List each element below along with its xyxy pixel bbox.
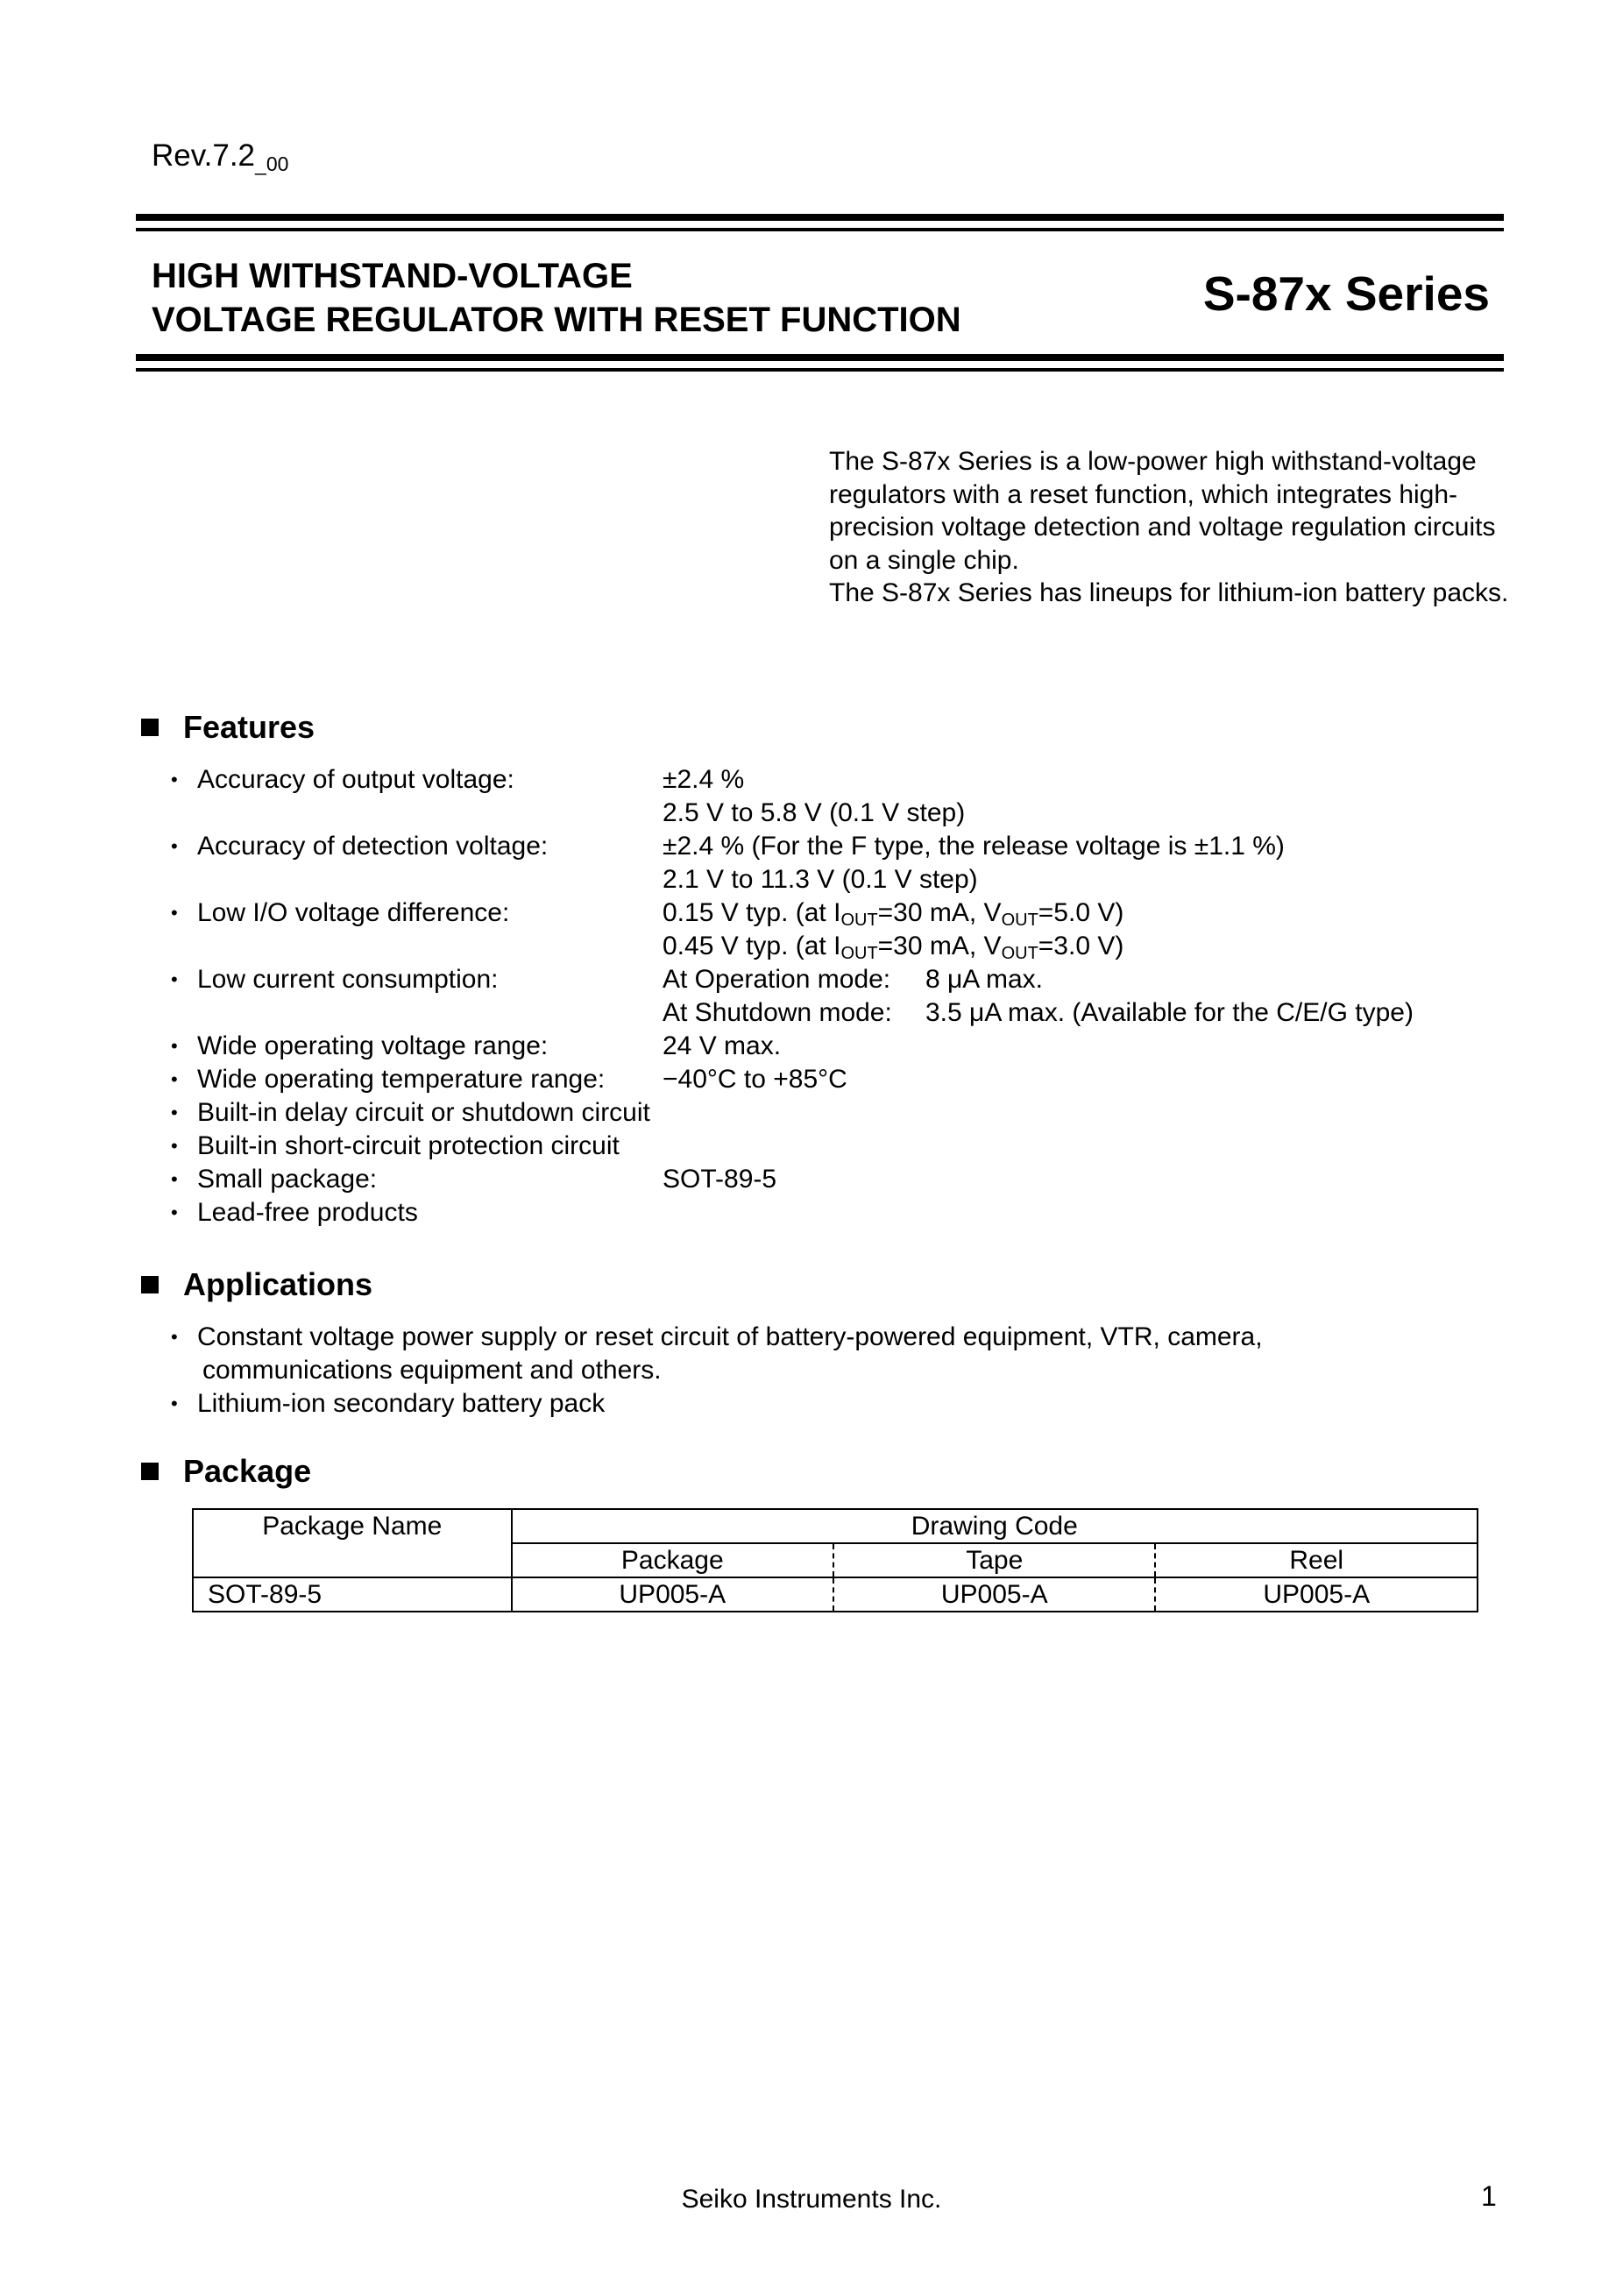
bottom-rule-thin [136, 368, 1504, 372]
feature-value: SOT-89-5 [663, 1165, 777, 1194]
header-package-name: Package Name [193, 1509, 512, 1577]
value-part: =30 mA, V [877, 898, 1002, 927]
feature-value: ±2.4 % (For the F type, the release voltage is ±1.1 %) [663, 832, 1285, 861]
feature-mode: At Shutdown mode: [663, 998, 892, 1027]
bullet-icon: • [171, 835, 178, 857]
value-part: 0.15 V typ. (at I [663, 898, 841, 927]
cell-package: UP005-A [512, 1577, 834, 1612]
cell-package-name: SOT-89-5 [193, 1577, 512, 1612]
bullet-icon: • [171, 968, 178, 990]
application-text: Lithium-ion secondary battery pack [197, 1389, 606, 1418]
bullet-icon: • [171, 902, 178, 924]
intro-text [829, 445, 1513, 610]
subscript: OUT [840, 911, 878, 930]
application-text-continued: communications equipment and others. [202, 1356, 662, 1385]
feature-value: 2.1 V to 11.3 V (0.1 V step) [663, 865, 978, 894]
feature-label: Built-in delay circuit or shutdown circuit [197, 1098, 650, 1127]
cell-tape: UP005-A [833, 1577, 1155, 1612]
package-table [192, 1508, 1478, 1612]
feature-value: 8 μA max. [925, 965, 1044, 994]
subscript: OUT [1001, 944, 1038, 963]
revision-number: Rev.7.2 [152, 138, 256, 173]
title-line-2: VOLTAGE REGULATOR WITH RESET FUNCTION [152, 301, 961, 339]
bullet-icon: • [171, 1168, 178, 1190]
page-number: 1 [1481, 2180, 1497, 2212]
feature-value: 24 V max. [663, 1031, 782, 1060]
application-text: Constant voltage power supply or reset circuit of battery-powered equipment, VTR, camera, [197, 1322, 1263, 1351]
feature-label: Accuracy of detection voltage: [197, 832, 549, 861]
value-part: =5.0 V) [1038, 898, 1124, 927]
value-part: =30 mA, V [877, 932, 1002, 960]
cell-reel: UP005-A [1155, 1577, 1478, 1612]
applications-heading [136, 1265, 372, 1304]
square-bullet-icon [141, 1276, 159, 1293]
intro-paragraph-2: The S-87x Series has lineups for lithium-ion battery packs. [829, 578, 1509, 608]
subscript: OUT [1001, 911, 1038, 930]
footer-company: Seiko Instruments Inc. [681, 2185, 942, 2214]
subheader-tape: Tape [833, 1543, 1155, 1577]
applications-list [0, 1321, 1623, 1426]
bullet-icon: • [171, 1068, 178, 1090]
bullet-icon: • [171, 1392, 178, 1414]
bullet-icon: • [171, 1135, 178, 1157]
bullet-icon: • [171, 1201, 178, 1223]
bullet-icon: • [171, 1102, 178, 1123]
top-rule-thick [136, 214, 1504, 221]
feature-label: Low I/O voltage difference: [197, 898, 510, 927]
feature-label: Small package: [197, 1165, 378, 1194]
subscript: OUT [840, 944, 878, 963]
feature-label: Wide operating voltage range: [197, 1031, 549, 1060]
feature-label: Accuracy of output voltage: [197, 765, 514, 794]
features-heading-text: Features [183, 709, 315, 745]
square-bullet-icon [141, 1463, 159, 1480]
revision-suffix: _00 [255, 152, 289, 175]
feature-label: Wide operating temperature range: [197, 1065, 606, 1094]
feature-label: Low current consumption: [197, 965, 499, 994]
feature-label: Lead-free products [197, 1198, 418, 1227]
title-line-1: HIGH WITHSTAND-VOLTAGE [152, 257, 633, 295]
bullet-icon: • [171, 1035, 178, 1057]
top-rule-thin [136, 228, 1504, 231]
intro-paragraph-1: The S-87x Series is a low-power high withstand-voltage regulators with a reset function, which integrates high-precision voltage detection and voltage regulation circuits on a single chip. [829, 447, 1496, 575]
features-heading [136, 708, 315, 747]
applications-heading-text: Applications [183, 1266, 373, 1302]
table-header-row [193, 1509, 1478, 1543]
subheader-reel: Reel [1155, 1543, 1478, 1577]
value-part: =3.0 V) [1038, 932, 1124, 960]
table-row [193, 1577, 1478, 1612]
feature-label: Built-in short-circuit protection circuit [197, 1131, 620, 1160]
document-title [152, 254, 961, 342]
square-bullet-icon [141, 719, 159, 736]
feature-value: ±2.4 % [663, 765, 745, 794]
subheader-package: Package [512, 1543, 834, 1577]
feature-value: 2.5 V to 5.8 V (0.1 V step) [663, 798, 966, 827]
feature-value: 3.5 μA max. (Available for the C/E/G type) [925, 998, 1414, 1027]
feature-mode: At Operation mode: [663, 965, 891, 994]
package-heading [136, 1452, 311, 1491]
package-heading-text: Package [183, 1453, 312, 1489]
feature-value: −40°C to +85°C [663, 1065, 847, 1094]
value-part: 0.45 V typ. (at I [663, 932, 841, 960]
bottom-rule-thick [136, 354, 1504, 361]
features-list [0, 763, 1623, 1237]
series-name: S-87x Series [1202, 266, 1490, 321]
bullet-icon: • [171, 769, 178, 790]
revision [152, 138, 288, 181]
bullet-icon: • [171, 1326, 178, 1348]
header-drawing-code: Drawing Code [512, 1509, 1478, 1543]
